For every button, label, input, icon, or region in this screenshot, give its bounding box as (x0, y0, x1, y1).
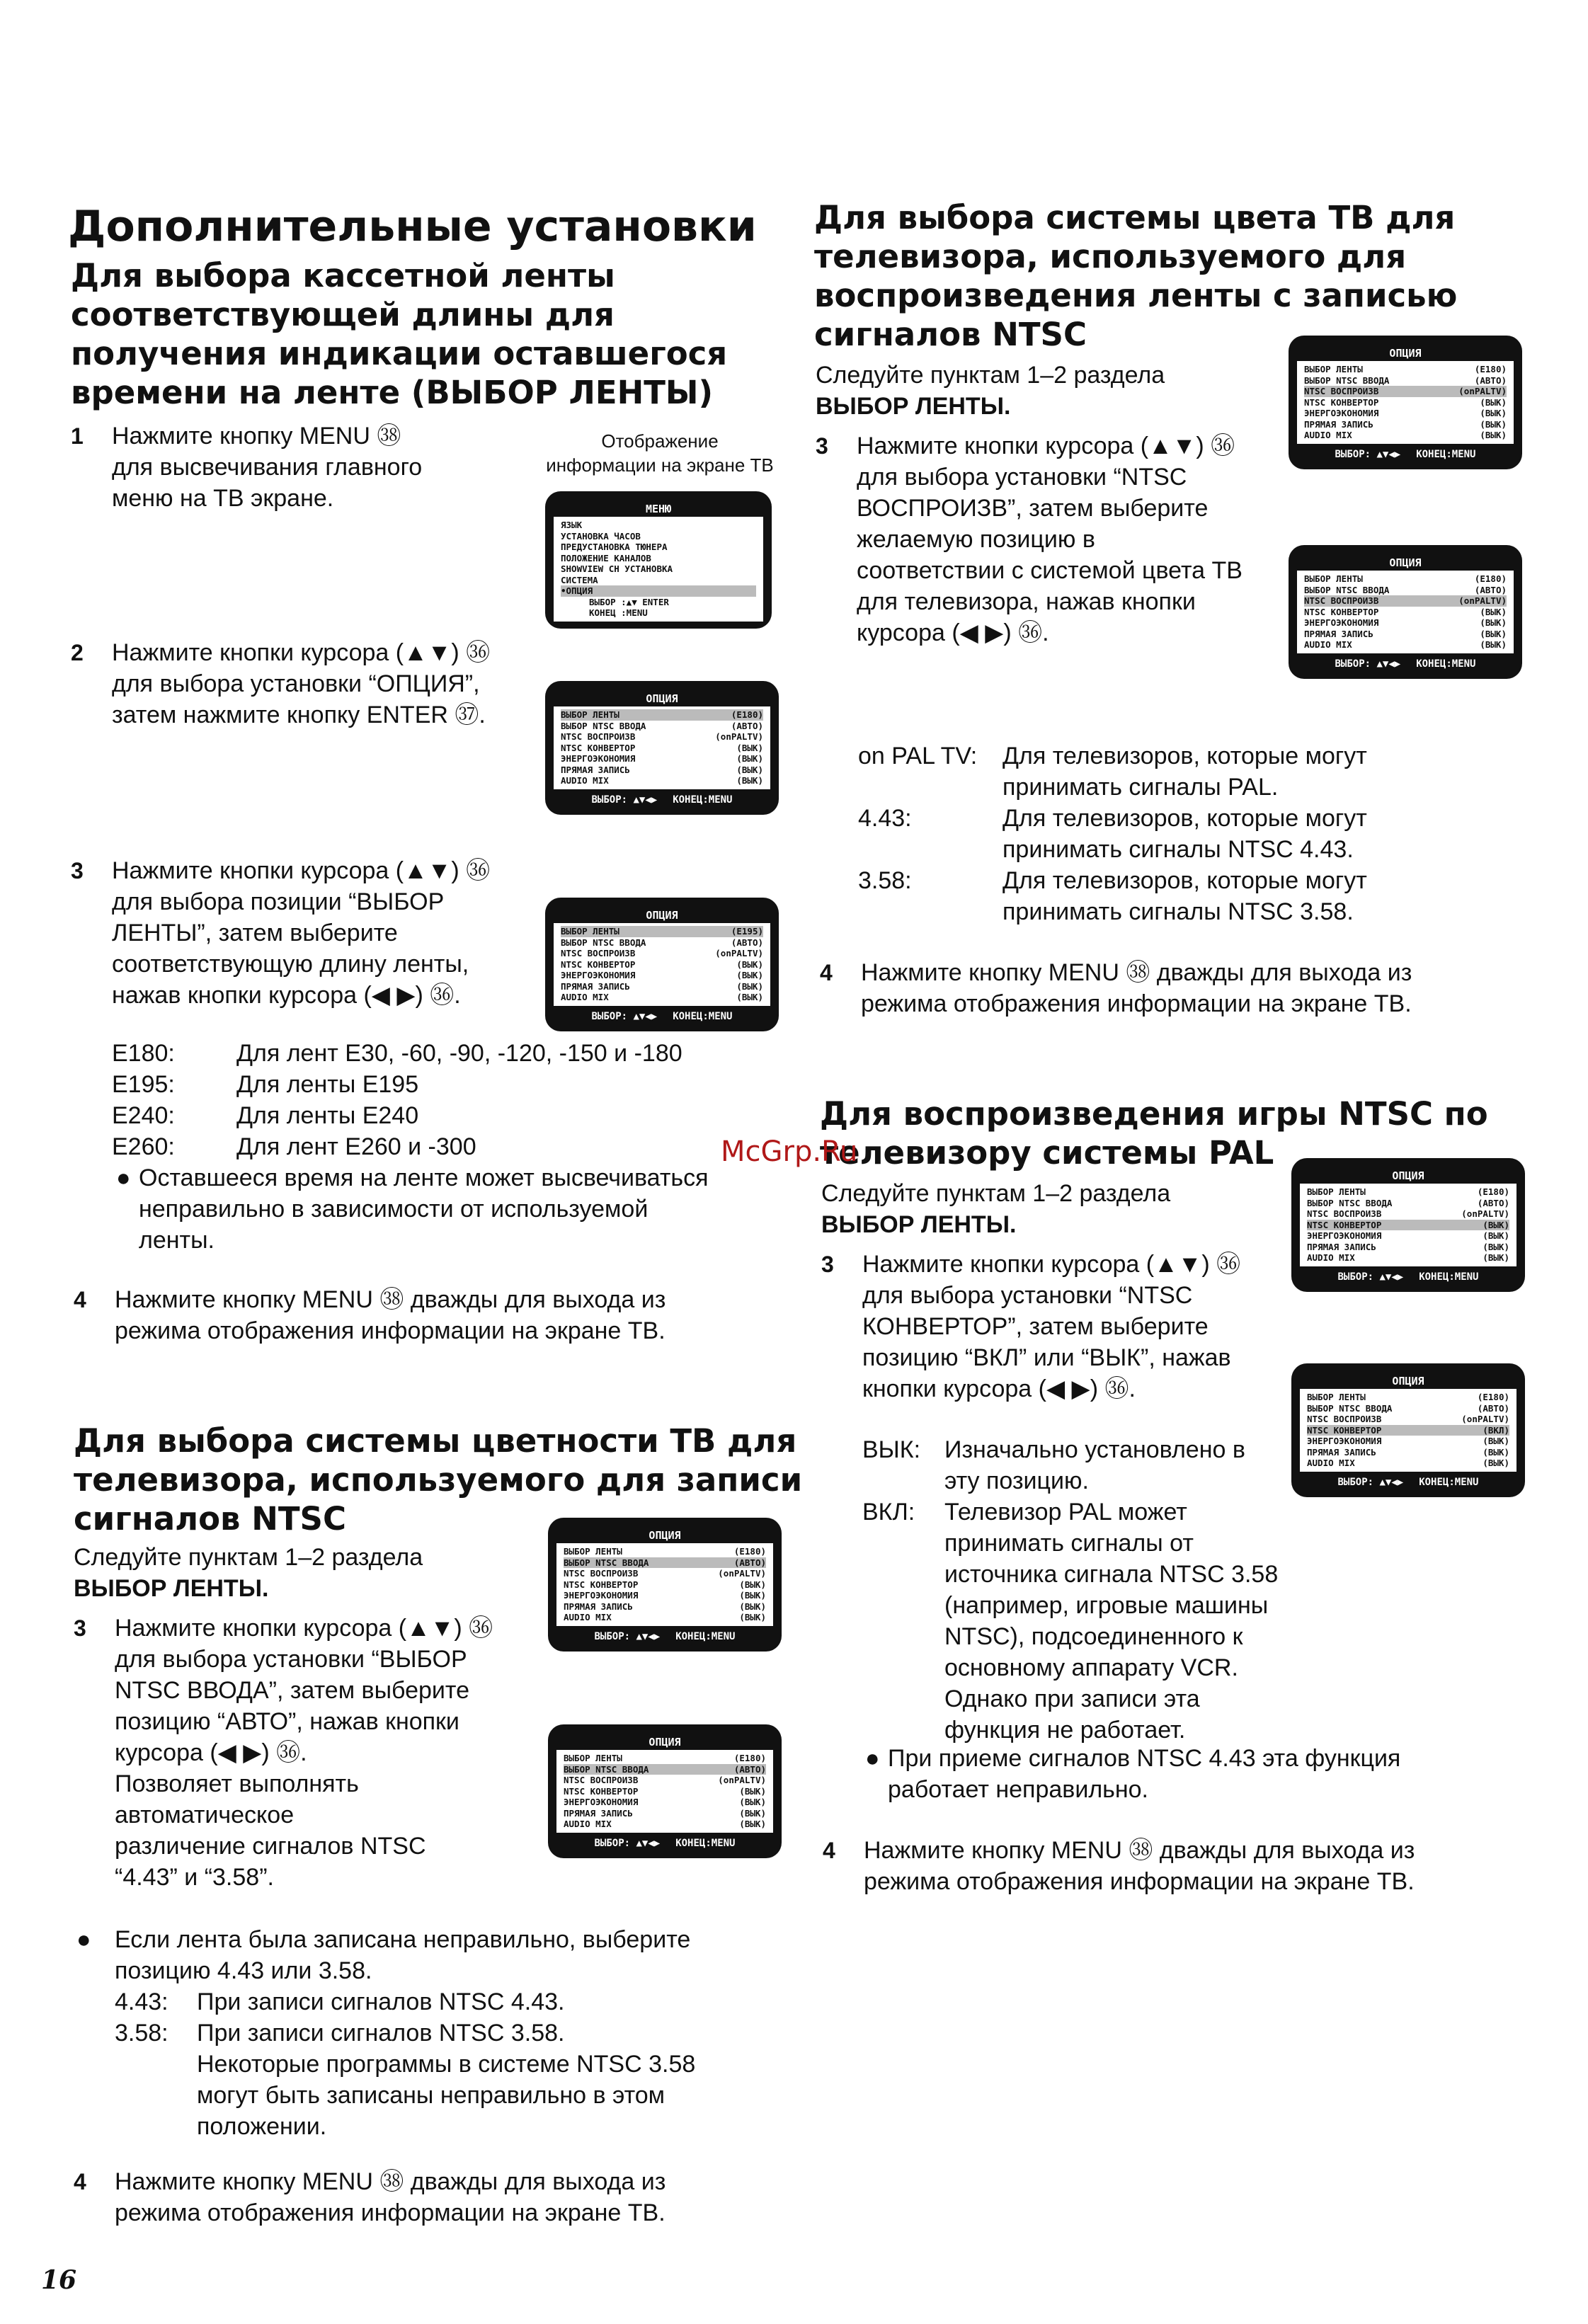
note-text: Если лента была записана неправильно, выберите позицию 4.43 или 3.58. (115, 1926, 691, 1984)
osd-row: NTSC ВОСПРОИЗВ (onPALTV) (564, 1568, 766, 1579)
osd-row: ВЫБОР NTSC ВВОДА (АВТО) (1304, 374, 1507, 386)
osd-row: NTSC КОНВЕРТОР (ВЫК) (1304, 606, 1507, 617)
osd-row: NTSC ВОСПРОИЗВ (onPALTV) (561, 731, 763, 742)
watermark: McGrp.Ru (721, 1135, 858, 1168)
osd-row: AUDIO MIX (ВЫК) (561, 775, 763, 786)
osd-option-screen: ОПЦИЯ ВЫБОР ЛЕНТЫ (E195) ВЫБОР NTSC ВВОДА (АВТО) NTSC ВОСПРОИЗВ (onPALTV) NTSC КОНВЕРТОР (ВЫК) ЭНЕРГОЭКОНОМИЯ (ВЫК) ПРЯМАЯ ЗАПИСЬ (ВЫК) AUDIO MIX (ВЫК) ВЫБОР: ▲▼◀▶ КОНЕЦ:MENU (545, 898, 779, 1031)
osd-row: ПРЯМАЯ ЗАПИСЬ (ВЫК) (1304, 628, 1507, 639)
osd-row: ЭНЕРГОЭКОНОМИЯ (ВЫК) (561, 753, 763, 764)
osd-row: NTSC КОНВЕРТОР (ВЫК) (561, 958, 763, 970)
osd-row: ПРЯМАЯ ЗАПИСЬ (ВЫК) (564, 1807, 766, 1819)
note-text: При приеме сигналов NTSC 4.43 эта функция работает неправильно. (888, 1745, 1401, 1803)
osd-row: ПРЯМАЯ ЗАПИСЬ (ВЫК) (1307, 1241, 1509, 1252)
step-number: 3 (74, 1615, 86, 1641)
osd-row: NTSC ВОСПРОИЗВ (onPALTV) (561, 948, 763, 958)
osd-option-screen: ОПЦИЯ ВЫБОР ЛЕНТЫ (E180) ВЫБОР NTSC ВВОДА (АВТО) NTSC ВОСПРОИЗВ (onPALTV) NTSC КОНВЕРТОР (ВЫК) ЭНЕРГОЭКОНОМИЯ (ВЫК) ПРЯМАЯ ЗАПИСЬ (ВЫК) AUDIO MIX (ВЫК) ВЫБОР: ▲▼◀▶ КОНЕЦ:MENU (1289, 336, 1522, 469)
osd-row: ВЫБОР ЛЕНТЫ (E180) (564, 1546, 766, 1557)
osd-row: NTSC ВОСПРОИЗВ (onPALTV) (1307, 1414, 1509, 1424)
osd-row: ВЫБОР NTSC ВВОДА (АВТО) (1307, 1402, 1509, 1414)
osd-row: AUDIO MIX (ВЫК) (1307, 1458, 1509, 1468)
step-text: Нажмите кнопку MENU ㊳ дважды для выхода из режима отображения информации на экране ТВ. (115, 2168, 666, 2226)
step-number: 4 (820, 960, 833, 985)
osd-row: ЭНЕРГОЭКОНОМИЯ (ВЫК) (561, 970, 763, 980)
step-text: Нажмите кнопки курсора (▲▼) ㊱ для выбора установки “ВЫБОР NTSC ВВОДА”, затем выберите позицию “АВТО”, нажав кнопки курсора (◀ ▶) ㊱. Позволяет выполнять автоматическое различение сигналов NTSC “4.43” и “3.58”. (115, 1615, 493, 1891)
osd-row: ПРЯМАЯ ЗАПИСЬ (ВЫК) (564, 1601, 766, 1612)
osd-row: AUDIO MIX (ВЫК) (561, 992, 763, 1002)
osd-row: NTSC КОНВЕРТОР (ВКЛ) (1307, 1424, 1509, 1436)
ntsc-playback-list: on PAL TV: Для телевизоров, которые могут принимать сигналы PAL. 4.43: Для телевизоров, которые могут принимать сигналы NTSC 4.43. 3.58: Для телевизоров, которые могут принимать сигналы NTSC 3.58. (858, 743, 1367, 925)
osd-row: ПРЯМАЯ ЗАПИСЬ (ВЫК) (561, 764, 763, 775)
osd-row: ЭНЕРГОЭКОНОМИЯ (ВЫК) (1307, 1230, 1509, 1241)
page-title: Дополнительные установки (68, 202, 757, 251)
section-heading: Для выбора системы цвета ТВ для телевизора, используемого для воспроизведения ленты с записью сигналов NTSC (814, 199, 1458, 353)
ntsc-converter-list: ВЫК: Изначально установлено в эту позицию. ВКЛ: Телевизор PAL может принимать сигналы от источника сигнала NTSC 3.58 (например, игровые машины NTSC), подсоединенного к основному аппарату VCR. Однако при записи эта функция не работает. (862, 1436, 1279, 1744)
bullet-icon: ● (76, 1926, 91, 1953)
step-text: Нажмите кнопку MENU ㊳ дважды для выхода из режима отображения информации на экране ТВ. (861, 959, 1412, 1017)
step-number: 3 (816, 433, 828, 459)
osd-row: AUDIO MIX (ВЫК) (1304, 430, 1507, 440)
osd-row: AUDIO MIX (ВЫК) (1304, 639, 1507, 650)
osd-row: NTSC ВОСПРОИЗВ (onPALTV) (564, 1775, 766, 1785)
step-number: 4 (74, 2169, 86, 2194)
osd-row: ВЫБОР ЛЕНТЫ (E180) (1304, 573, 1507, 584)
osd-row: NTSC КОНВЕРТОР (ВЫК) (561, 742, 763, 753)
osd-row: AUDIO MIX (ВЫК) (564, 1819, 766, 1829)
osd-option-screen: ОПЦИЯ ВЫБОР ЛЕНТЫ (E180) ВЫБОР NTSC ВВОДА (АВТО) NTSC ВОСПРОИЗВ (onPALTV) NTSC КОНВЕРТОР (ВКЛ) ЭНЕРГОЭКОНОМИЯ (ВЫК) ПРЯМАЯ ЗАПИСЬ (ВЫК) AUDIO MIX (ВЫК) ВЫБОР: ▲▼◀▶ КОНЕЦ:MENU (1291, 1363, 1525, 1497)
osd-row: ВЫБОР ЛЕНТЫ (E180) (1307, 1186, 1509, 1197)
bullet-icon: ● (116, 1164, 131, 1191)
step-text: Нажмите кнопки курсора (▲▼) ㊱ для выбора установки “ОПЦИЯ”, затем нажмите кнопку ENTER ㊲. (112, 639, 491, 728)
osd-row: ВЫБОР ЛЕНТЫ (E180) (561, 709, 763, 720)
section-heading: Для выбора кассетной ленты соответствующей длины для получения индикации оставшегося времени на ленте (ВЫБОР ЛЕНТЫ) (71, 257, 728, 411)
follow-text: Следуйте пунктам 1–2 раздела ВЫБОР ЛЕНТЫ. (821, 1180, 1171, 1238)
ntsc-input-list: 4.43: При записи сигналов NTSC 4.43. 3.58: При записи сигналов NTSC 3.58. Некоторые программы в системе NTSC 3.58 могут быть записаны неправильно в этом положении. (115, 1988, 696, 2140)
osd-row: ВЫБОР NTSC ВВОДА (АВТО) (564, 1763, 766, 1775)
note-text: Оставшееся время на ленте может высвечиваться неправильно в зависимости от используемой ленты. (139, 1164, 709, 1254)
step-text: Нажмите кнопки курсора (▲▼) ㊱ для выбора установки “NTSC ВОСПРОИЗВ”, затем выберите желаемую позицию в соответствии с системой цвета ТВ для телевизора, нажав кнопки курсора (◀ ▶) ㊱. (857, 433, 1243, 646)
tape-length-list: E180: Для лент E30, -60, -90, -120, -150 и -180 E195: Для ленты E195 E240: Для ленты E240 E260: Для лент E260 и -300 (112, 1040, 682, 1160)
osd-row: NTSC ВОСПРОИЗВ (onPALTV) (1304, 595, 1507, 606)
step-number: 1 (71, 423, 84, 449)
osd-caption: Отображение информации на экране ТВ (546, 430, 774, 476)
osd-row: ЭНЕРГОЭКОНОМИЯ (ВЫК) (564, 1797, 766, 1807)
step-number: 3 (71, 858, 84, 883)
osd-row: ЭНЕРГОЭКОНОМИЯ (ВЫК) (1307, 1436, 1509, 1446)
page-number: 16 (41, 2265, 77, 2295)
osd-row: ВЫБОР ЛЕНТЫ (E180) (1304, 364, 1507, 374)
step-text: Нажмите кнопку MENU ㊳ дважды для выхода из режима отображения информации на экране ТВ. (115, 1286, 666, 1344)
osd-row: ПРЯМАЯ ЗАПИСЬ (ВЫК) (1304, 418, 1507, 430)
osd-row: NTSC КОНВЕРТОР (ВЫК) (1304, 396, 1507, 408)
step-text: Нажмите кнопки курсора (▲▼) ㊱ для выбора позиции “ВЫБОР ЛЕНТЫ”, затем выберите соответствующую длину ленты, нажав кнопки курсора (◀ ▶) ㊱. (112, 857, 491, 1009)
osd-option-screen: ОПЦИЯ ВЫБОР ЛЕНТЫ (E180) ВЫБОР NTSC ВВОДА (АВТО) NTSC ВОСПРОИЗВ (onPALTV) NTSC КОНВЕРТОР (ВЫК) ЭНЕРГОЭКОНОМИЯ (ВЫК) ПРЯМАЯ ЗАПИСЬ (ВЫК) AUDIO MIX (ВЫК) ВЫБОР: ▲▼◀▶ КОНЕЦ:MENU (1291, 1158, 1525, 1292)
bullet-icon: ● (865, 1745, 880, 1772)
osd-row: ЭНЕРГОЭКОНОМИЯ (ВЫК) (1304, 408, 1507, 418)
step-number: 2 (71, 640, 84, 665)
osd-main-menu: МЕНЮ ЯЗЫК УСТАНОВКА ЧАСОВ ПРЕДУСТАНОВКА ТЮНЕРА ПОЛОЖЕНИЕ КАНАЛОВ SHOWVIEW CH УСТАНОВКА СИСТЕМА •ОПЦИЯ ВЫБОР :▲▼ ENTER КОНЕЦ :MENU (545, 491, 772, 629)
osd-row: ПРЯМАЯ ЗАПИСЬ (ВЫК) (1307, 1446, 1509, 1458)
osd-option-screen: ОПЦИЯ ВЫБОР ЛЕНТЫ (E180) ВЫБОР NTSC ВВОДА (АВТО) NTSC ВОСПРОИЗВ (onPALTV) NTSC КОНВЕРТОР (ВЫК) ЭНЕРГОЭКОНОМИЯ (ВЫК) ПРЯМАЯ ЗАПИСЬ (ВЫК) AUDIO MIX (ВЫК) ВЫБОР: ▲▼◀▶ КОНЕЦ:MENU (545, 681, 779, 815)
osd-row: NTSC КОНВЕРТОР (ВЫК) (1307, 1219, 1509, 1230)
osd-row: ВЫБОР ЛЕНТЫ (E180) (1307, 1392, 1509, 1402)
osd-option-screen: ОПЦИЯ ВЫБОР ЛЕНТЫ (E180) ВЫБОР NTSC ВВОДА (АВТО) NTSC ВОСПРОИЗВ (onPALTV) NTSC КОНВЕРТОР (ВЫК) ЭНЕРГОЭКОНОМИЯ (ВЫК) ПРЯМАЯ ЗАПИСЬ (ВЫК) AUDIO MIX (ВЫК) ВЫБОР: ▲▼◀▶ КОНЕЦ:MENU (548, 1724, 782, 1858)
osd-row: NTSC ВОСПРОИЗВ (onPALTV) (1307, 1208, 1509, 1219)
step-text: Нажмите кнопки курсора (▲▼) ㊱ для выбора установки “NTSC КОНВЕРТОР”, затем выберите позицию “ВКЛ” или “ВЫК”, нажав кнопки курсора (◀ ▶) ㊱. (862, 1251, 1241, 1402)
section-heading: Для выбора системы цветности ТВ для телевизора, используемого для записи сигналов NTSC (74, 1422, 803, 1538)
step-text: Нажмите кнопку MENU ㊳ для высвечивания главного меню на ТВ экране. (112, 423, 423, 512)
osd-option-screen: ОПЦИЯ ВЫБОР ЛЕНТЫ (E180) ВЫБОР NTSC ВВОДА (АВТО) NTSC ВОСПРОИЗВ (onPALTV) NTSC КОНВЕРТОР (ВЫК) ЭНЕРГОЭКОНОМИЯ (ВЫК) ПРЯМАЯ ЗАПИСЬ (ВЫК) AUDIO MIX (ВЫК) ВЫБОР: ▲▼◀▶ КОНЕЦ:MENU (1289, 545, 1522, 679)
osd-row: AUDIO MIX (ВЫК) (564, 1612, 766, 1622)
osd-row: ВЫБОР ЛЕНТЫ (E195) (561, 926, 763, 937)
osd-row: ВЫБОР NTSC ВВОДА (АВТО) (564, 1557, 766, 1568)
osd-row: ВЫБОР NTSC ВВОДА (АВТО) (1304, 584, 1507, 595)
osd-row: NTSC КОНВЕРТОР (ВЫК) (564, 1785, 766, 1797)
osd-row: AUDIO MIX (ВЫК) (1307, 1252, 1509, 1263)
osd-row: ВЫБОР NTSC ВВОДА (АВТО) (561, 720, 763, 731)
follow-text: Следуйте пунктам 1–2 раздела ВЫБОР ЛЕНТЫ. (816, 362, 1165, 420)
osd-row: ВЫБОР ЛЕНТЫ (E180) (564, 1753, 766, 1763)
section-heading: Для воспроизведения игры NTSC по телевизору системы PAL (820, 1095, 1488, 1172)
step-text: Нажмите кнопку MENU ㊳ дважды для выхода из режима отображения информации на экране ТВ. (864, 1837, 1415, 1895)
step-number: 4 (823, 1838, 835, 1863)
osd-row: ЭНЕРГОЭКОНОМИЯ (ВЫК) (1304, 617, 1507, 628)
step-number: 4 (74, 1287, 86, 1312)
osd-row: ПРЯМАЯ ЗАПИСЬ (ВЫК) (561, 980, 763, 992)
osd-row: NTSC ВОСПРОИЗВ (onPALTV) (1304, 386, 1507, 396)
step-number: 3 (821, 1252, 834, 1277)
osd-row: ВЫБОР NTSC ВВОДА (АВТО) (1307, 1197, 1509, 1208)
osd-row: NTSC КОНВЕРТОР (ВЫК) (564, 1579, 766, 1590)
osd-option-screen: ОПЦИЯ ВЫБОР ЛЕНТЫ (E180) ВЫБОР NTSC ВВОДА (АВТО) NTSC ВОСПРОИЗВ (onPALTV) NTSC КОНВЕРТОР (ВЫК) ЭНЕРГОЭКОНОМИЯ (ВЫК) ПРЯМАЯ ЗАПИСЬ (ВЫК) AUDIO MIX (ВЫК) ВЫБОР: ▲▼◀▶ КОНЕЦ:MENU (548, 1518, 782, 1652)
follow-text: Следуйте пунктам 1–2 раздела ВЫБОР ЛЕНТЫ. (74, 1544, 423, 1602)
osd-row: ВЫБОР NTSC ВВОДА (АВТО) (561, 937, 763, 948)
osd-row: ЭНЕРГОЭКОНОМИЯ (ВЫК) (564, 1590, 766, 1601)
